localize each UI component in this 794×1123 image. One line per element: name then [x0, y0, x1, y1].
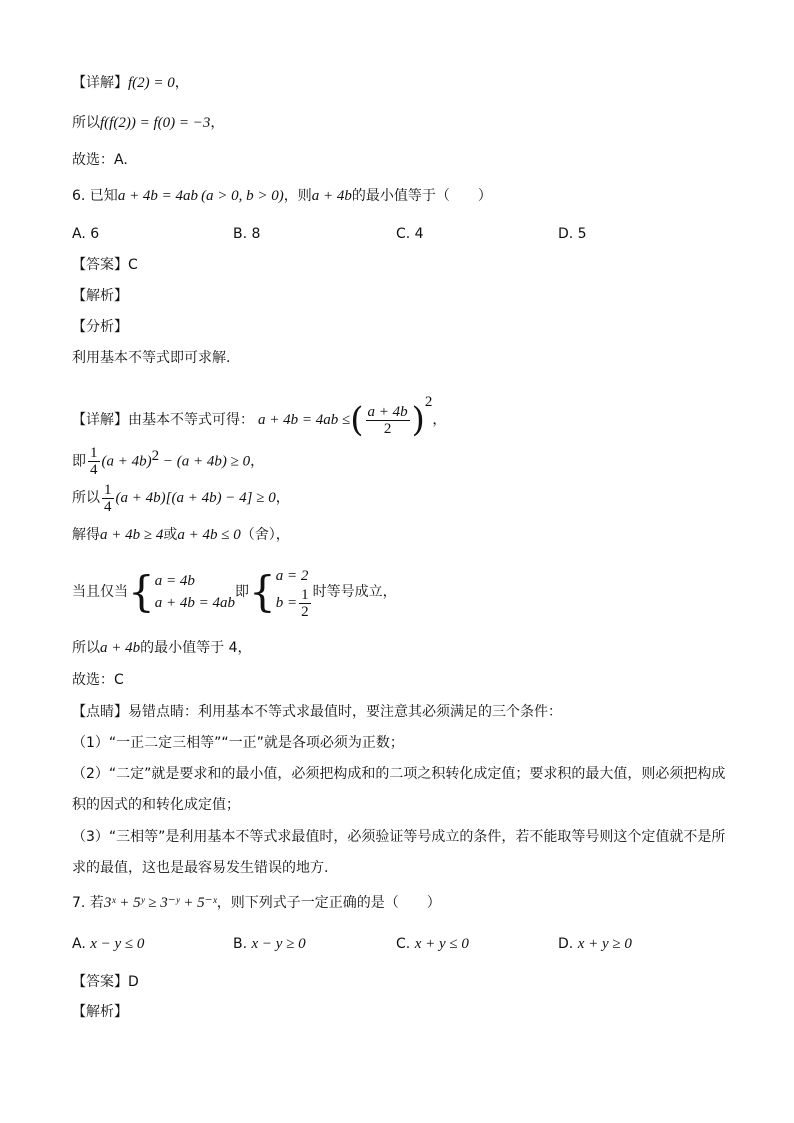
- q6-option-d: D. 5: [558, 226, 587, 242]
- system-2: [276, 565, 313, 620]
- q6-jiexi: 【解析】: [72, 288, 128, 304]
- punct: ，: [432, 412, 447, 428]
- q6-fenxi-text: 利用基本不等式即可求解.: [72, 350, 231, 366]
- system-2-eq-2: b =: [275, 594, 298, 611]
- q6-answer: 【答案】C: [72, 257, 138, 273]
- math-part: (a + 4b): [101, 453, 152, 470]
- math-ineq: a + 4b = 4ab ≤: [258, 412, 351, 428]
- equality-condition-line: [72, 560, 397, 624]
- fraction-num: 1: [301, 586, 309, 603]
- text-mid: ，则: [283, 188, 312, 204]
- punct: ，: [275, 490, 290, 506]
- text-ji: 即: [234, 584, 249, 600]
- q7-option-d: [558, 934, 632, 954]
- fraction-num: 1: [104, 481, 112, 498]
- point-1: （1）“一正二定三相等”“一正”就是各项必须为正数；: [72, 735, 404, 751]
- q7-answer: 【答案】D: [72, 974, 139, 990]
- text-discard: （舍），: [240, 527, 290, 543]
- punct: ，: [250, 453, 265, 470]
- fraction-quarter: [102, 482, 114, 515]
- suoyi-line: [72, 478, 290, 518]
- line-choose-c: 故选：C: [72, 672, 124, 688]
- system-2-eq-1: a = 2: [275, 567, 309, 584]
- punct: ，: [210, 115, 225, 131]
- fraction: [366, 404, 410, 437]
- question-6-number: 6. 已知: [72, 188, 118, 204]
- detail-tag: 【详解】: [72, 412, 128, 428]
- fraction-den: 2: [301, 603, 309, 620]
- min-line: [72, 638, 251, 658]
- q6-option-a: A. 6: [72, 226, 100, 242]
- jiede-line: [72, 525, 290, 545]
- q7-option-b: [233, 934, 306, 954]
- text-min: 的最小值等于 4，: [140, 640, 252, 656]
- detail-line-f2: [72, 73, 189, 93]
- math-ineq: 3ˣ + 5ʸ ≥ 3⁻ʸ + 5⁻ˣ: [103, 895, 217, 911]
- fraction-den: 2: [383, 420, 392, 437]
- fraction-num: 1: [90, 445, 98, 462]
- q7-jiexi: 【解析】: [72, 1004, 128, 1020]
- math-rest: − (a + 4b) ≥ 0: [159, 453, 251, 470]
- q7-option-a: [72, 934, 144, 954]
- math-product: (a + 4b)[(a + 4b) − 4] ≥ 0: [115, 490, 276, 506]
- q6-option-b: B. 8: [233, 226, 261, 242]
- option-label: D.: [558, 936, 574, 952]
- text-or: 或: [163, 527, 178, 543]
- option-label: B.: [233, 936, 248, 952]
- fraction-half: [299, 587, 311, 620]
- right-paren: ): [411, 400, 425, 440]
- q6-option-c: C. 4: [396, 226, 424, 242]
- line-choose-a: 故选：A.: [72, 152, 128, 168]
- ji-line: [72, 436, 264, 482]
- question-7-number: 7. 若: [72, 895, 104, 911]
- option-label: C.: [396, 936, 411, 952]
- option-label: A.: [72, 936, 86, 952]
- detail-text: 由基本不等式可得：: [128, 412, 254, 428]
- punct: ，: [174, 75, 189, 91]
- text-tail: 的最小值等于（ ）: [351, 188, 492, 204]
- power: 2: [424, 394, 433, 410]
- q6-fenxi: 【分析】: [72, 319, 128, 335]
- point-3a: （3）“三相等”是利用基本不等式求最值时，必须验证等号成立的条件，若不能取等号则这个定值就不是所: [72, 829, 726, 845]
- left-paren: (: [350, 400, 364, 440]
- option-math: x + y ≥ 0: [577, 936, 632, 952]
- detail-tag: 【详解】: [72, 75, 128, 91]
- left-brace: {: [128, 567, 155, 616]
- fraction-den: 4: [104, 498, 112, 515]
- q6-detail-line: [72, 380, 446, 442]
- text-ji: 即: [72, 453, 86, 470]
- option-math: x + y ≤ 0: [414, 936, 469, 952]
- text-tail: ，则下列式子一定正确的是（ ）: [216, 895, 441, 911]
- line-ff2: [72, 113, 224, 133]
- option-math: x − y ≤ 0: [90, 936, 145, 952]
- math-expr: a + 4b: [100, 640, 141, 656]
- math-f2: f(2) = 0: [128, 75, 175, 91]
- fraction-num: a + 4b: [367, 403, 408, 420]
- fraction-den: 4: [90, 462, 98, 479]
- math-eq: a + 4b = 4ab: [117, 188, 199, 204]
- system-1-eq-1: a = 4b: [154, 573, 195, 589]
- fraction-quarter: [88, 445, 100, 478]
- option-math: x − y ≥ 0: [251, 936, 306, 952]
- point-2a: （2）“二定”就是要求和的最小值，必须把构成和的二项之积转化成定值；要求积的最大值，则必须把构成: [72, 766, 726, 782]
- question-7-stem: [72, 893, 441, 913]
- point-3b: 求的最值，这也是最容易发生错误的地方.: [72, 860, 329, 876]
- power: 2: [151, 448, 160, 464]
- math-solution-1: a + 4b ≥ 4: [100, 527, 164, 543]
- math-solution-2: a + 4b ≤ 0: [177, 527, 241, 543]
- math-ff2: f(f(2)) = f(0) = −3: [100, 115, 211, 131]
- system-1-eq-2: a + 4b = 4ab: [154, 595, 235, 611]
- left-brace: {: [248, 567, 276, 616]
- dianjing-line: 【点睛】易错点睛：利用基本不等式求最值时，要注意其必须满足的三个条件：: [72, 704, 562, 720]
- point-2b: 积的因式的和转化成定值；: [72, 797, 240, 813]
- system-1: [155, 570, 235, 614]
- text-suoyi: 所以: [72, 640, 100, 656]
- q7-option-c: [396, 934, 469, 954]
- math-cond: (a > 0, b > 0): [201, 188, 284, 204]
- text-suoyi: 所以: [72, 115, 100, 131]
- text-equality: 时等号成立，: [312, 584, 397, 600]
- text-dangqie: 当且仅当: [72, 584, 128, 600]
- question-6-stem: [72, 186, 492, 206]
- text-jiede: 解得: [72, 527, 100, 543]
- text-suoyi: 所以: [72, 490, 100, 506]
- math-expr: a + 4b: [311, 188, 352, 204]
